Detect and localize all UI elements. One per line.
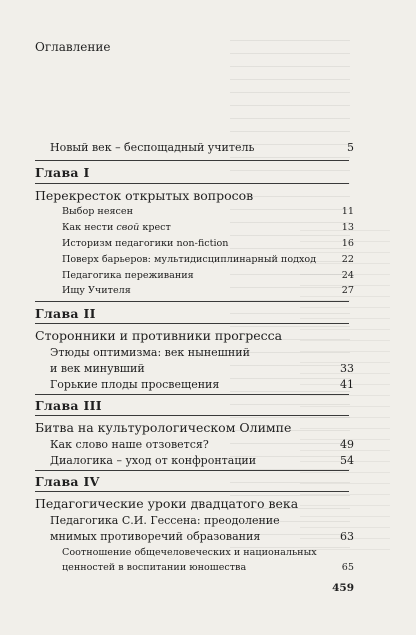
divider <box>35 301 349 302</box>
toc-page: 13 <box>341 222 354 233</box>
toc-entry-line2: ценностей в воспитании юношества <box>62 562 247 573</box>
toc-entry-line2: и век минувший <box>50 362 145 375</box>
toc-entry-line1: Этюды оптимизма: век нынешний <box>50 346 250 359</box>
divider <box>35 415 349 416</box>
toc-entry: Поверх барьеров: мультидисциплинарный подход <box>62 254 317 265</box>
toc-entry: Горькие плоды просвещения <box>50 378 220 391</box>
toc-title: Оглавление <box>35 40 111 54</box>
toc-page: 49 <box>340 438 354 451</box>
divider <box>35 470 349 471</box>
divider <box>35 323 349 324</box>
divider <box>35 183 349 184</box>
toc-page: 24 <box>341 270 354 281</box>
toc-page: 63 <box>340 530 354 543</box>
toc-page: 22 <box>341 254 354 265</box>
toc-page: 27 <box>341 285 354 296</box>
chapter-title: Битва на культурологическом Олимпе <box>35 420 292 435</box>
chapter-label: Глава IV <box>35 474 100 489</box>
toc-entry: Диалогика – уход от конфронтации <box>50 454 257 467</box>
toc-page: 11 <box>341 206 354 217</box>
toc-page: 16 <box>341 238 354 249</box>
toc-entry: Ищу Учителя <box>62 285 131 296</box>
divider <box>35 394 349 395</box>
toc-page: 33 <box>340 362 354 375</box>
chapter-title: Сторонники и противники прогресса <box>35 328 283 343</box>
toc-entry-line1: Педагогика С.И. Гессена: преодоление <box>50 514 280 527</box>
toc-page: 65 <box>341 562 354 573</box>
toc-entry: Историзм педагогики non-fiction <box>62 238 229 249</box>
toc-page: 54 <box>340 454 354 467</box>
toc-page: 41 <box>340 378 354 391</box>
divider <box>35 491 349 492</box>
toc-entry-line2: мнимых противоречий образования <box>50 530 261 543</box>
chapter-title: Педагогические уроки двадцатого века <box>35 496 299 511</box>
toc-entry-intro: Новый век – беспощадный учитель <box>50 141 255 154</box>
toc-entry-line1: Соотношение общечеловеческих и национальных <box>62 547 317 558</box>
toc-entry: Выбор неясен <box>62 206 133 217</box>
emphasis: свой <box>116 222 140 233</box>
chapter-title: Перекресток открытых вопросов <box>35 188 254 203</box>
toc-entry: Как нести свой крест <box>62 222 171 233</box>
chapter-label: Глава II <box>35 306 96 321</box>
chapter-label: Глава I <box>35 165 90 180</box>
toc-page-intro: 5 <box>347 141 354 154</box>
divider <box>35 160 349 161</box>
toc-entry: Педагогика переживания <box>62 270 194 281</box>
toc-entry: Как слово наше отзовется? <box>50 438 209 451</box>
page-number: 459 <box>332 582 354 594</box>
chapter-label: Глава III <box>35 398 102 413</box>
